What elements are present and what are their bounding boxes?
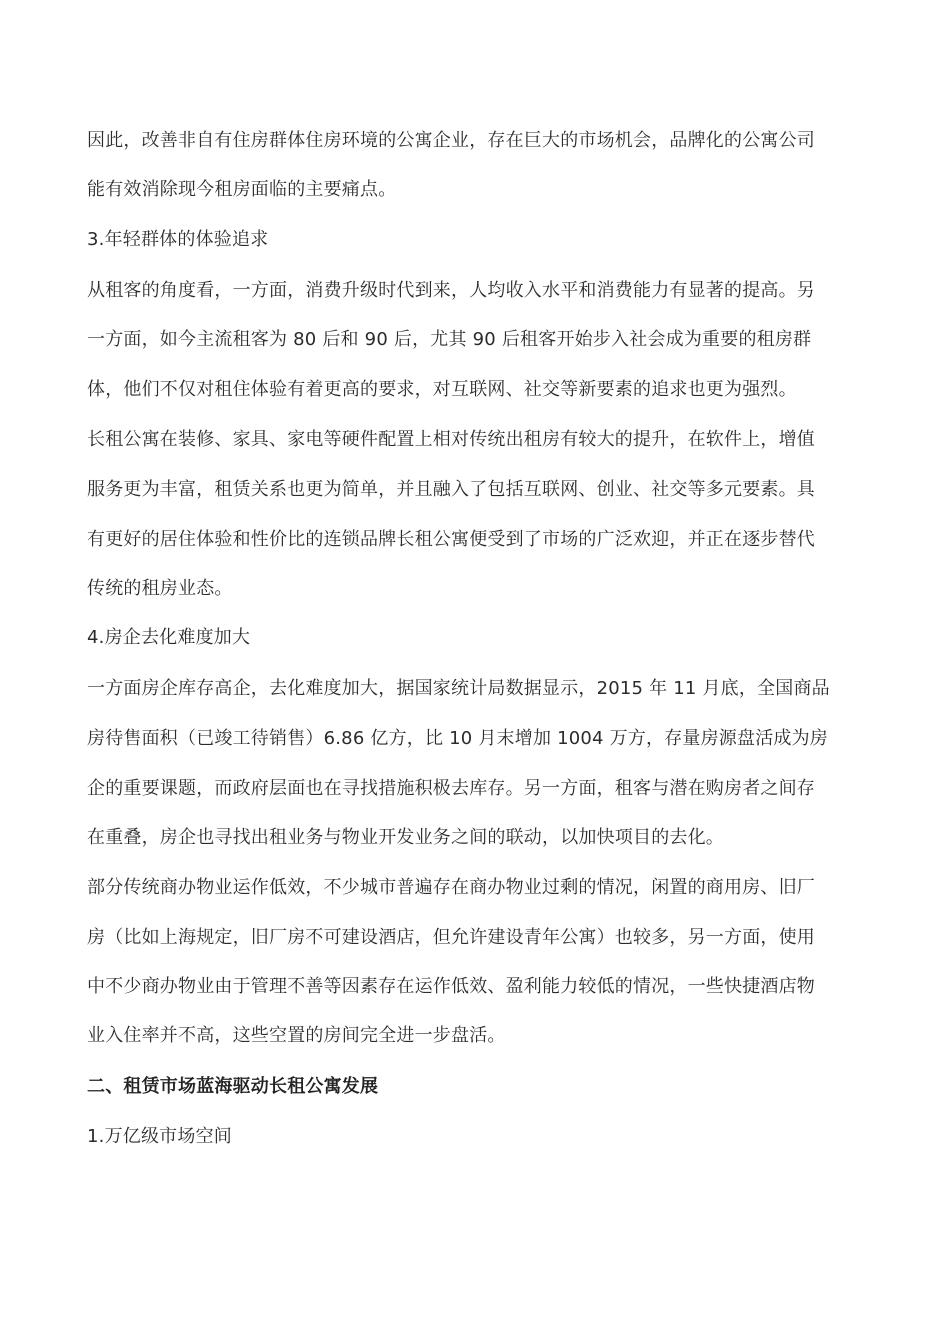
paragraph-line: 中不少商办物业由于管理不善等因素存在运作低效、盈利能力较低的情况，一些快捷酒店物: [87, 976, 815, 997]
section-heading: 1.万亿级市场空间: [87, 1126, 232, 1147]
paragraph-line: 一方面房企库存高企，去化难度加大，据国家统计局数据显示，2015 年 11 月底，全国商品: [87, 678, 830, 699]
chapter-heading: 二、租赁市场蓝海驱动长租公寓发展: [87, 1076, 379, 1097]
paragraph-line: 企的重要课题，而政府层面也在寻找措施积极去库存。另一方面，租客与潜在购房者之间存: [87, 778, 815, 799]
paragraph-line: 能有效消除现今租房面临的主要痛点。: [87, 179, 397, 200]
paragraph-line: 一方面，如今主流租客为 80 后和 90 后，尤其 90 后租客开始步入社会成为重要的租房群: [87, 329, 812, 350]
section-heading: 4.房企去化难度加大: [87, 627, 251, 648]
paragraph-line: 体，他们不仅对租住体验有着更高的要求，对互联网、社交等新要素的追求也更为强烈。: [87, 379, 797, 400]
paragraph-line: 因此，改善非自有住房群体住房环境的公寓企业，存在巨大的市场机会，品牌化的公寓公司: [87, 130, 815, 151]
paragraph-line: 从租客的角度看，一方面，消费升级时代到来，人均收入水平和消费能力有显著的提高。另: [87, 280, 815, 301]
paragraph-line: 业入住率并不高，这些空置的房间完全进一步盘活。: [87, 1025, 506, 1046]
paragraph-line: 服务更为丰富，租赁关系也更为简单，并且融入了包括互联网、创业、社交等多元要素。具: [87, 479, 815, 500]
paragraph-line: 长租公寓在装修、家具、家电等硬件配置上相对传统出租房有较大的提升，在软件上，增值: [87, 429, 815, 450]
section-heading: 3.年轻群体的体验追求: [87, 229, 269, 250]
paragraph-line: 有更好的居住体验和性价比的连锁品牌长租公寓便受到了市场的广泛欢迎，并正在逐步替代: [87, 529, 815, 550]
paragraph-line: 房（比如上海规定，旧厂房不可建设酒店，但允许建设青年公寓）也较多，另一方面，使用: [87, 927, 815, 948]
paragraph-line: 在重叠，房企也寻找出租业务与物业开发业务之间的联动，以加快项目的去化。: [87, 827, 724, 848]
paragraph-line: 传统的租房业态。: [87, 578, 233, 599]
paragraph-line: 部分传统商办物业运作低效，不少城市普遍存在商办物业过剩的情况，闲置的商用房、旧厂: [87, 877, 815, 898]
paragraph-line: 房待售面积（已竣工待销售）6.86 亿方，比 10 月末增加 1004 万方，存量房源盘活成为房: [87, 728, 828, 749]
